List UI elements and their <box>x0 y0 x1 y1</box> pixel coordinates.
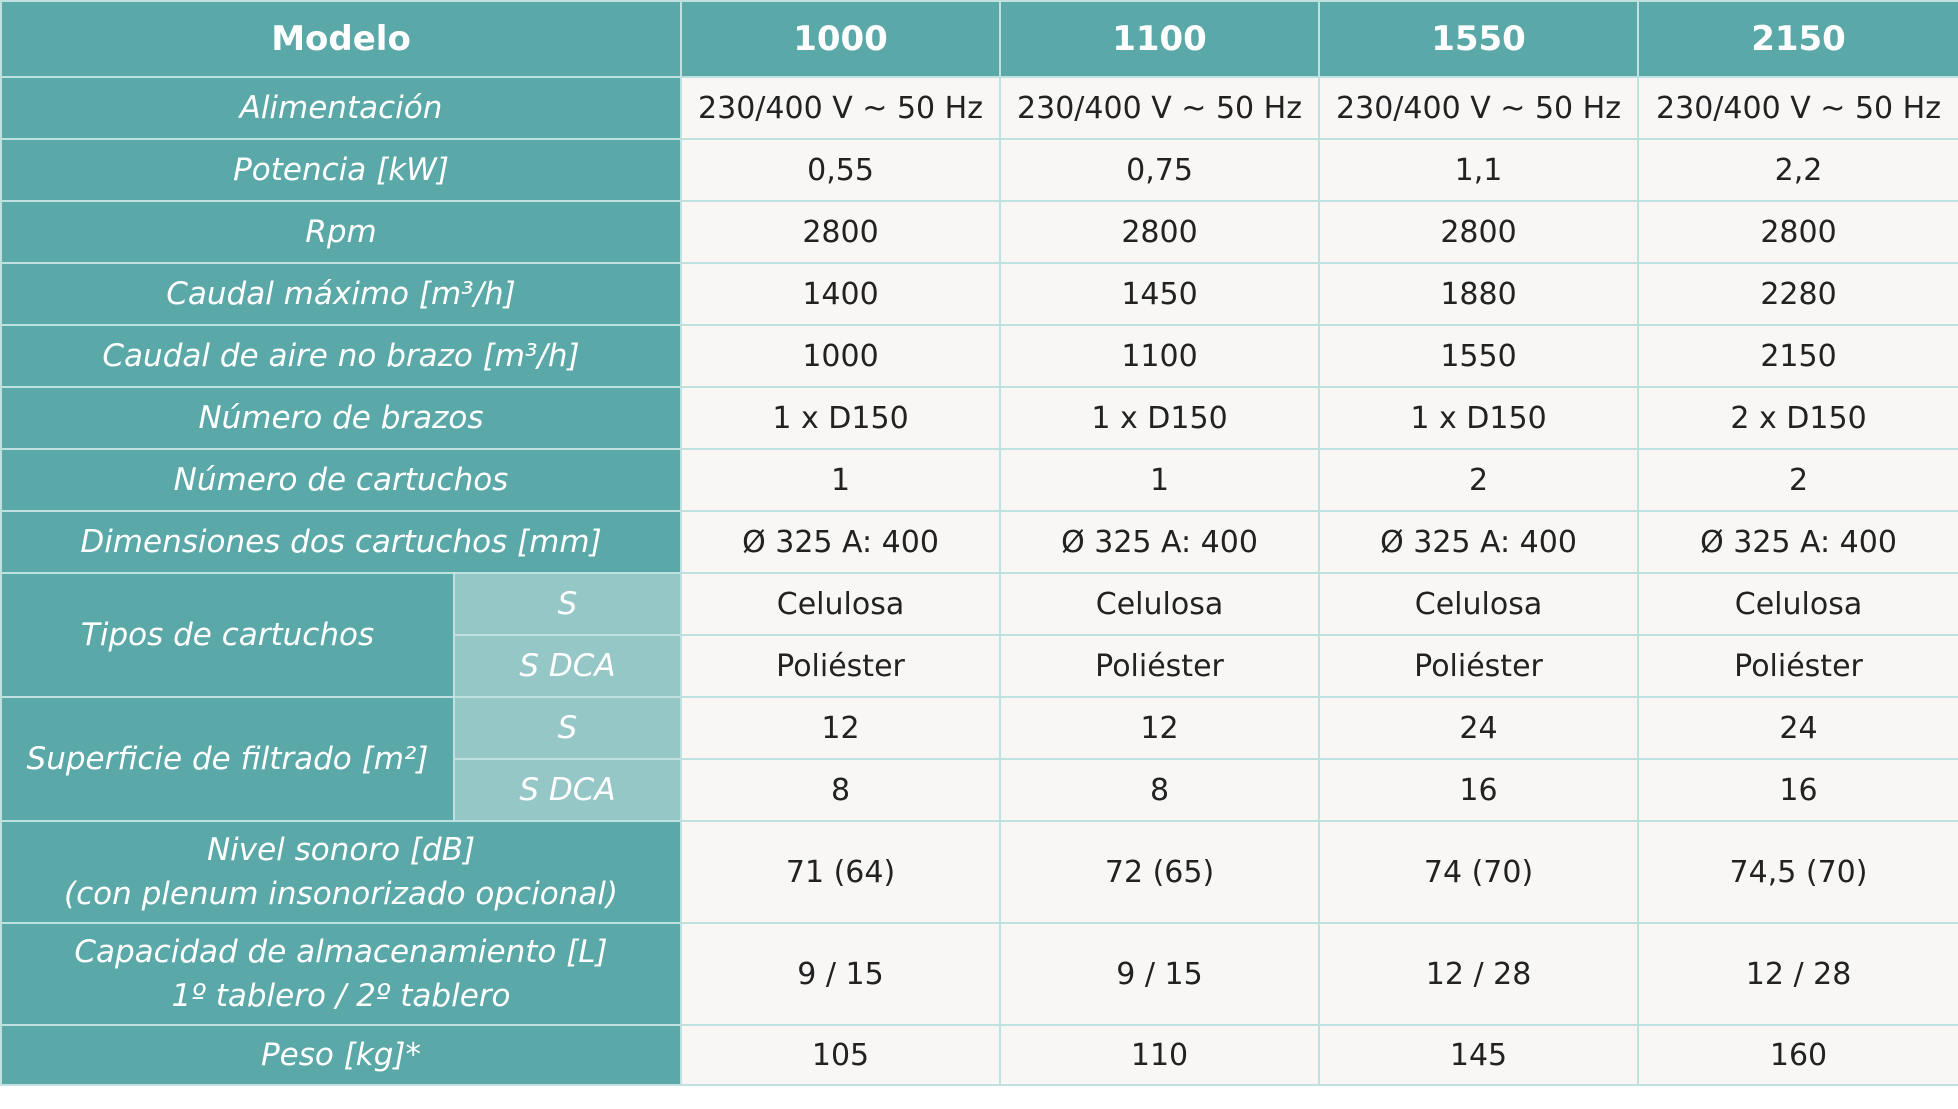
table-cell: Poliéster <box>681 635 1000 697</box>
table-cell: 1100 <box>1000 325 1319 387</box>
table-cell: 9 / 15 <box>1000 923 1319 1025</box>
table-cell: Poliéster <box>1319 635 1638 697</box>
header-row <box>1 1 1958 77</box>
table-cell: 12 / 28 <box>1319 923 1638 1025</box>
row-label: Potencia [kW] <box>1 139 681 201</box>
table-cell: 1,1 <box>1319 139 1638 201</box>
table-cell: 74,5 (70) <box>1638 821 1958 923</box>
filter-surface-label: Superficie de filtrado [m²] <box>1 697 454 821</box>
table-row <box>1 387 1958 449</box>
table-cell: 2150 <box>1638 325 1958 387</box>
table-cell: Celulosa <box>681 573 1000 635</box>
cartridge-types-label: Tipos de cartuchos <box>1 573 454 697</box>
table-cell: 230/400 V ~ 50 Hz <box>681 77 1000 139</box>
table-cell: 2 x D150 <box>1638 387 1958 449</box>
sub-label-s: S <box>454 697 681 759</box>
table-cell: Poliéster <box>1000 635 1319 697</box>
table-row <box>1 1025 1958 1085</box>
weight-label: Peso [kg]* <box>1 1025 681 1085</box>
table-cell: Poliéster <box>1638 635 1958 697</box>
noise-label-line1: Nivel sonoro [dB] <box>206 832 476 868</box>
model-header-1000: 1000 <box>681 1 1000 77</box>
table-cell: Ø 325 A: 400 <box>681 511 1000 573</box>
row-label: Rpm <box>1 201 681 263</box>
table-cell: 1 <box>1000 449 1319 511</box>
table-cell: 74 (70) <box>1319 821 1638 923</box>
table-row <box>1 511 1958 573</box>
table-row <box>1 139 1958 201</box>
table-row <box>1 325 1958 387</box>
table-cell: 1880 <box>1319 263 1638 325</box>
storage-label-line2: 1º tablero / 2º tablero <box>171 978 511 1014</box>
row-label: Número de cartuchos <box>1 449 681 511</box>
table-cell: 230/400 V ~ 50 Hz <box>1000 77 1319 139</box>
table-cell: 1 x D150 <box>681 387 1000 449</box>
table-row <box>1 449 1958 511</box>
table-row <box>1 77 1958 139</box>
sub-label-s-dca: S DCA <box>454 635 681 697</box>
table-cell: 105 <box>681 1025 1000 1085</box>
table-cell: 12 / 28 <box>1638 923 1958 1025</box>
sub-label-s: S <box>454 573 681 635</box>
model-header-1550: 1550 <box>1319 1 1638 77</box>
table-cell: Celulosa <box>1000 573 1319 635</box>
table-row <box>1 573 1958 635</box>
table-cell: 12 <box>1000 697 1319 759</box>
row-label: Número de brazos <box>1 387 681 449</box>
table-cell: 230/400 V ~ 50 Hz <box>1319 77 1638 139</box>
table-cell: Ø 325 A: 400 <box>1319 511 1638 573</box>
table-cell: 230/400 V ~ 50 Hz <box>1638 77 1958 139</box>
sub-label-s-dca: S DCA <box>454 759 681 821</box>
table-row <box>1 201 1958 263</box>
table-cell: 2800 <box>1638 201 1958 263</box>
table-cell: 24 <box>1319 697 1638 759</box>
table-cell: 1 x D150 <box>1319 387 1638 449</box>
table-cell: 1550 <box>1319 325 1638 387</box>
storage-label-line1: Capacidad de almacenamiento [L] <box>74 934 608 970</box>
table-cell: 2800 <box>1000 201 1319 263</box>
table-cell: 72 (65) <box>1000 821 1319 923</box>
table-cell: 8 <box>681 759 1000 821</box>
table-cell: 16 <box>1319 759 1638 821</box>
table-cell: Ø 325 A: 400 <box>1000 511 1319 573</box>
noise-label <box>1 821 681 923</box>
table-cell: 2280 <box>1638 263 1958 325</box>
table-row <box>1 697 1958 759</box>
table-cell: 1450 <box>1000 263 1319 325</box>
model-header-1100: 1100 <box>1000 1 1319 77</box>
table-cell: 2,2 <box>1638 139 1958 201</box>
table-cell: 2 <box>1638 449 1958 511</box>
table-cell: 1000 <box>681 325 1000 387</box>
model-header-2150: 2150 <box>1638 1 1958 77</box>
row-label: Dimensiones dos cartuchos [mm] <box>1 511 681 573</box>
table-cell: 71 (64) <box>681 821 1000 923</box>
table-row <box>1 821 1958 923</box>
table-cell: 0,55 <box>681 139 1000 201</box>
row-label: Caudal de aire no brazo [m³/h] <box>1 325 681 387</box>
table-cell: 16 <box>1638 759 1958 821</box>
table-row <box>1 923 1958 1025</box>
table-cell: 8 <box>1000 759 1319 821</box>
storage-label <box>1 923 681 1025</box>
table-cell: 1 x D150 <box>1000 387 1319 449</box>
table-cell: 2800 <box>681 201 1000 263</box>
table-cell: 145 <box>1319 1025 1638 1085</box>
table-cell: 2800 <box>1319 201 1638 263</box>
table-cell: 12 <box>681 697 1000 759</box>
table-cell: 24 <box>1638 697 1958 759</box>
table-cell: 9 / 15 <box>681 923 1000 1025</box>
noise-label-line2: (con plenum insonorizado opcional) <box>63 876 619 912</box>
table-cell: 1400 <box>681 263 1000 325</box>
table-cell: 1 <box>681 449 1000 511</box>
table-cell: 160 <box>1638 1025 1958 1085</box>
table-cell: 0,75 <box>1000 139 1319 201</box>
table-cell: Ø 325 A: 400 <box>1638 511 1958 573</box>
row-label: Caudal máximo [m³/h] <box>1 263 681 325</box>
table-cell: Celulosa <box>1319 573 1638 635</box>
table-row <box>1 263 1958 325</box>
model-header-label: Modelo <box>1 1 681 77</box>
table-cell: Celulosa <box>1638 573 1958 635</box>
table-cell: 2 <box>1319 449 1638 511</box>
table-cell: 110 <box>1000 1025 1319 1085</box>
row-label: Alimentación <box>1 77 681 139</box>
